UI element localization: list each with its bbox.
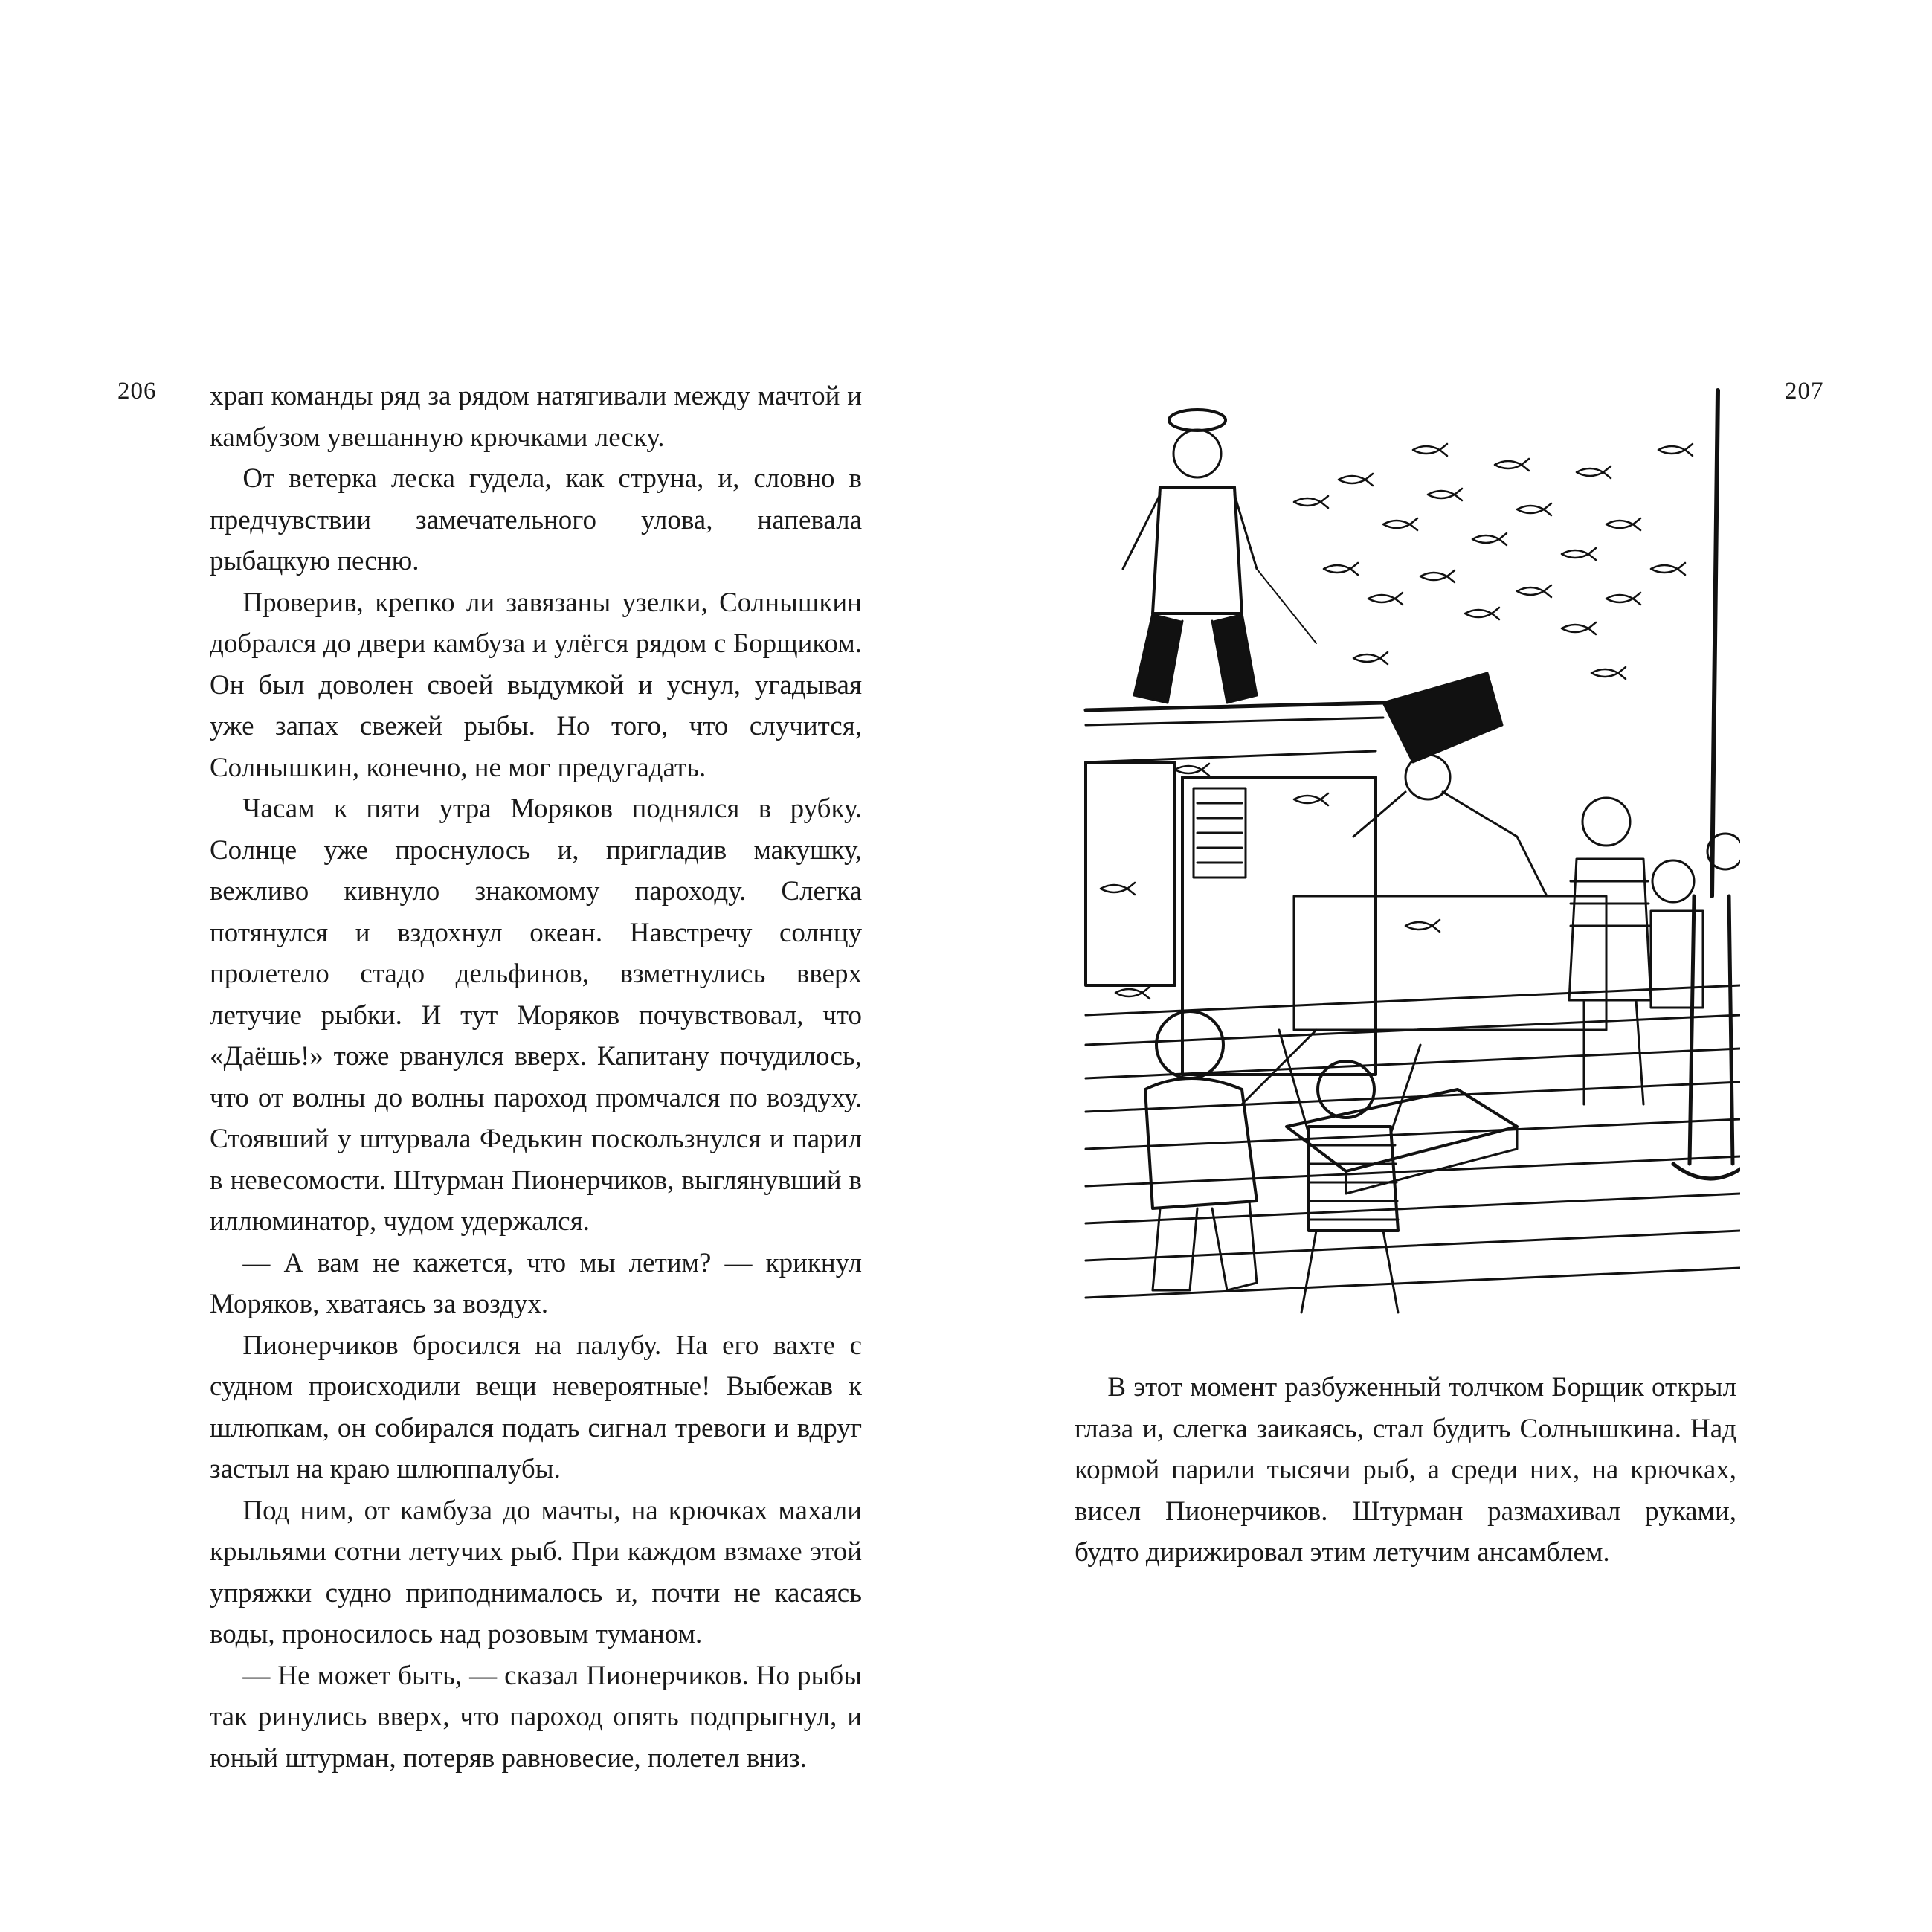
paragraph: От ветерка леска гудела, как струна, и, словно в предчувствии замечательного улова, напевала рыбацкую песню. bbox=[210, 463, 862, 576]
paragraph: Часам к пяти утра Моряков поднялся в рубку. Солнце уже проснулось и, пригладив макушку, вежливо кивнуло знакомому пароходу. Слегка потянулся и вздохнул океан. Навстречу солнцу пролетело стадо дельфинов, взметнулись вверх летучие рыбки. И тут Моряков почувствовал, что «Даёшь!» тоже рванулся вверх. Капитану почудилось, что от волны до волны пароход промчался по воздуху. Стоявший у штурвала Федькин поскользнулся и парил в невесомости. Штурман Пионерчиков, выглянувший в иллюминатор, чудом удержался. bbox=[210, 793, 862, 1237]
paragraph: — Не может быть, — сказал Пионерчиков. Но рыбы так ринулись вверх, что пароход опять подпрыгнул, и юный штурман, потеряв равновесие, полетел вниз. bbox=[210, 1660, 862, 1774]
right-page-text bbox=[1075, 1367, 1736, 1574]
page-number-right: 207 bbox=[1785, 378, 1824, 405]
left-page-text bbox=[210, 376, 862, 1779]
page-number-left: 206 bbox=[117, 378, 157, 405]
paragraph: Под ним, от камбуза до мачты, на крючках махали крыльями сотни летучих рыб. При каждом взмахе этой упряжки судно приподнималось и, почти не касаясь воды, проносилось над розовым туманом. bbox=[210, 1495, 862, 1649]
paragraph: В этот момент разбуженный толчком Борщик открыл глаза и, слегка заикаясь, стал будить Солнышкина. Над кормой парили тысячи рыб, а среди них, на крючках, висел Пионерчиков. Штурман размахивал руками, будто дирижировал этим летучим ансамблем. bbox=[1075, 1372, 1736, 1568]
paragraph: — А вам не кажется, что мы летим? — крикнул Моряков, хватаясь за воздух. bbox=[210, 1247, 862, 1319]
paragraph: Пионерчиков бросился на палубу. На его вахте с судном происходили вещи невероятные! Выбежав к шлюпкам, он собирался подать сигнал тревоги и вдруг застыл на краю шлюппалубы. bbox=[210, 1330, 862, 1484]
illustration-drawing bbox=[1071, 376, 1740, 1335]
paragraph: Проверив, крепко ли завязаны узелки, Солнышкин добрался до двери камбуза и улёгся рядом с Борщиком. Он был доволен своей выдумкой и уснул, угадывая уже запах свежей рыбы. Но того, что случится, Солнышкин, конечно, не мог предугадать. bbox=[210, 587, 862, 783]
paragraph: храп команды ряд за рядом натягивали между мачтой и камбузом увешанную крючками леску. bbox=[210, 381, 862, 453]
ship-deck-illustration bbox=[1071, 376, 1740, 1335]
